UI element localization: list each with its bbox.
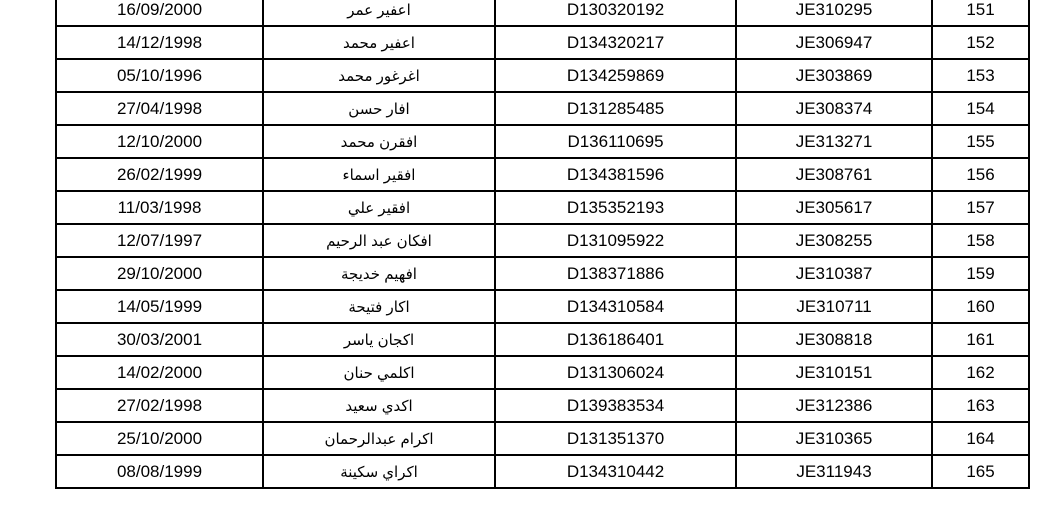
exam-code-cell: JE305617	[736, 191, 932, 224]
table-row	[56, 59, 1029, 92]
national-id-cell: D136110695	[495, 125, 736, 158]
table-row	[56, 125, 1029, 158]
national-id-cell: D134310442	[495, 455, 736, 488]
table-row	[56, 191, 1029, 224]
exam-code-cell: JE310295	[736, 0, 932, 26]
table-row	[56, 224, 1029, 257]
row-number-cell: 151	[932, 0, 1029, 26]
exam-code-cell: JE308374	[736, 92, 932, 125]
table-row	[56, 389, 1029, 422]
exam-code-cell: JE303869	[736, 59, 932, 92]
national-id-cell: D135352193	[495, 191, 736, 224]
exam-code-cell: JE310387	[736, 257, 932, 290]
birth-date-cell: 27/04/1998	[56, 92, 263, 125]
full-name-cell: افهيم خديجة	[263, 257, 495, 290]
table-row	[56, 158, 1029, 191]
full-name-cell: افكان عبد الرحيم	[263, 224, 495, 257]
national-id-cell: D134381596	[495, 158, 736, 191]
birth-date-cell: 14/12/1998	[56, 26, 263, 59]
exam-code-cell: JE310365	[736, 422, 932, 455]
exam-code-cell: JE313271	[736, 125, 932, 158]
exam-code-cell: JE308761	[736, 158, 932, 191]
national-id-cell: D130320192	[495, 0, 736, 26]
full-name-cell: اكلمي حنان	[263, 356, 495, 389]
row-number-cell: 157	[932, 191, 1029, 224]
row-number-cell: 165	[932, 455, 1029, 488]
table-row	[56, 257, 1029, 290]
national-id-cell: D131351370	[495, 422, 736, 455]
full-name-cell: اعفير محمد	[263, 26, 495, 59]
exam-code-cell: JE311943	[736, 455, 932, 488]
national-id-cell: D131306024	[495, 356, 736, 389]
row-number-cell: 163	[932, 389, 1029, 422]
birth-date-cell: 29/10/2000	[56, 257, 263, 290]
full-name-cell: افقير علي	[263, 191, 495, 224]
candidates-table	[55, 0, 1030, 489]
national-id-cell: D131095922	[495, 224, 736, 257]
birth-date-cell: 27/02/1998	[56, 389, 263, 422]
national-id-cell: D134259869	[495, 59, 736, 92]
table-body	[56, 0, 1029, 488]
row-number-cell: 154	[932, 92, 1029, 125]
row-number-cell: 155	[932, 125, 1029, 158]
full-name-cell: اكجان ياسر	[263, 323, 495, 356]
national-id-cell: D131285485	[495, 92, 736, 125]
row-number-cell: 164	[932, 422, 1029, 455]
birth-date-cell: 25/10/2000	[56, 422, 263, 455]
table-row	[56, 26, 1029, 59]
national-id-cell: D134310584	[495, 290, 736, 323]
full-name-cell: اكرام عبدالرحمان	[263, 422, 495, 455]
row-number-cell: 159	[932, 257, 1029, 290]
table-row	[56, 92, 1029, 125]
full-name-cell: اغرغور محمد	[263, 59, 495, 92]
row-number-cell: 156	[932, 158, 1029, 191]
table-row	[56, 455, 1029, 488]
exam-code-cell: JE310151	[736, 356, 932, 389]
birth-date-cell: 14/05/1999	[56, 290, 263, 323]
birth-date-cell: 11/03/1998	[56, 191, 263, 224]
birth-date-cell: 12/10/2000	[56, 125, 263, 158]
national-id-cell: D138371886	[495, 257, 736, 290]
table-row	[56, 356, 1029, 389]
full-name-cell: افقرن محمد	[263, 125, 495, 158]
table-row	[56, 323, 1029, 356]
table-row	[56, 290, 1029, 323]
row-number-cell: 153	[932, 59, 1029, 92]
birth-date-cell: 08/08/1999	[56, 455, 263, 488]
row-number-cell: 161	[932, 323, 1029, 356]
full-name-cell: اكار فتيحة	[263, 290, 495, 323]
row-number-cell: 152	[932, 26, 1029, 59]
full-name-cell: اكراي سكينة	[263, 455, 495, 488]
exam-code-cell: JE308818	[736, 323, 932, 356]
exam-code-cell: JE312386	[736, 389, 932, 422]
birth-date-cell: 05/10/1996	[56, 59, 263, 92]
row-number-cell: 162	[932, 356, 1029, 389]
exam-code-cell: JE308255	[736, 224, 932, 257]
birth-date-cell: 30/03/2001	[56, 323, 263, 356]
table-row	[56, 422, 1029, 455]
exam-code-cell: JE310711	[736, 290, 932, 323]
birth-date-cell: 16/09/2000	[56, 0, 263, 26]
birth-date-cell: 14/02/2000	[56, 356, 263, 389]
row-number-cell: 160	[932, 290, 1029, 323]
table-row	[56, 0, 1029, 26]
national-id-cell: D139383534	[495, 389, 736, 422]
national-id-cell: D134320217	[495, 26, 736, 59]
row-number-cell: 158	[932, 224, 1029, 257]
full-name-cell: اكدي سعيد	[263, 389, 495, 422]
full-name-cell: اعفير عمر	[263, 0, 495, 26]
full-name-cell: افقير اسماء	[263, 158, 495, 191]
exam-code-cell: JE306947	[736, 26, 932, 59]
birth-date-cell: 12/07/1997	[56, 224, 263, 257]
birth-date-cell: 26/02/1999	[56, 158, 263, 191]
national-id-cell: D136186401	[495, 323, 736, 356]
full-name-cell: افار حسن	[263, 92, 495, 125]
